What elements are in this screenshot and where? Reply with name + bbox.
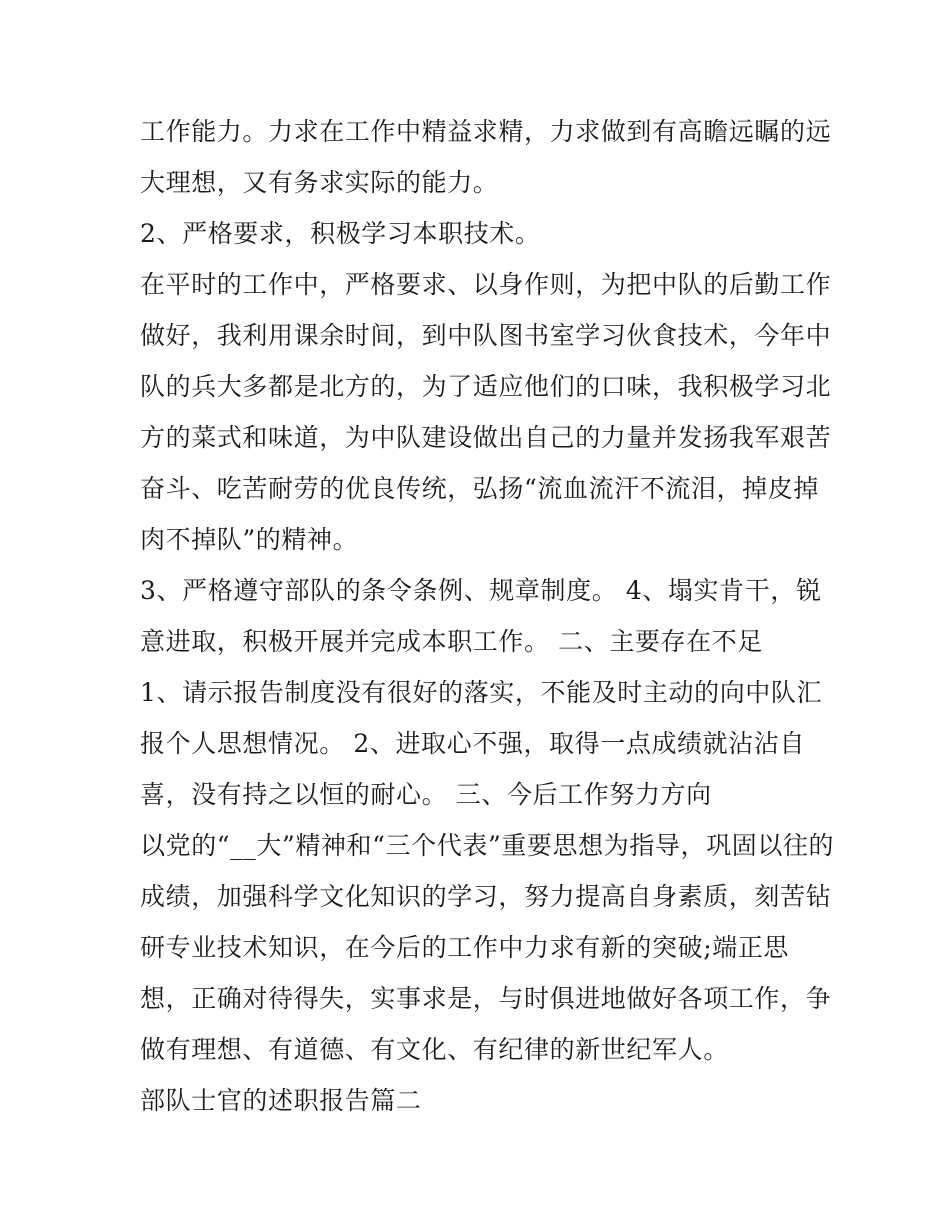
text-line: 奋斗、吃苦耐劳的优良传统，弘扬“流血流汗不流泪，掉皮掉 (140, 474, 819, 503)
text-line: 肉不掉队”的精神。 (140, 525, 359, 554)
text-line: 3、严格遵守部队的条令条例、规章制度。 4、塌实肯干，锐 (140, 576, 822, 605)
text-line: 做有理想、有道德、有文化、有纪律的新世纪军人。 (140, 1035, 729, 1064)
text-line: 1、请示报告制度没有很好的落实，不能及时主动的向中队汇 (140, 678, 823, 707)
text-line: 方的菜式和味道，为中队建设做出自己的力量并发扬我军艰苦 (140, 423, 832, 452)
text-line: 队的兵大多都是北方的，为了适应他们的口味，我积极学习北 (140, 372, 832, 401)
text-line: 研专业技术知识，在今后的工作中力求有新的突破;端正思 (140, 933, 790, 962)
text-line: 2、严格要求，积极学习本职技术。 (140, 219, 541, 248)
section-heading: 部队士官的述职报告篇二 (140, 1086, 422, 1115)
text-line: 报个人思想情况。 2、进取心不强，取得一点成绩就沾沾自 (140, 729, 806, 758)
text-line: 意进取，积极开展并完成本职工作。 二、主要存在不足 (140, 627, 763, 656)
text-line: 做好，我利用课余时间，到中队图书室学习伙食技术，今年中 (140, 321, 832, 350)
text-line: 大理想，又有务求实际的能力。 (140, 168, 499, 197)
text-line: 成绩，加强科学文化知识的学习，努力提高自身素质，刻苦钻 (140, 882, 832, 911)
text-line: 在平时的工作中，严格要求、以身作则，为把中队的后勤工作 (140, 270, 832, 299)
body-text (140, 106, 835, 1126)
text-line: 工作能力。力求在工作中精益求精，力求做到有高瞻远瞩的远 (140, 117, 832, 146)
text-line: 喜，没有持之以恒的耐心。 三、今后工作努力方向 (140, 780, 712, 809)
text-line: 想，正确对待得失，实事求是，与时俱进地做好各项工作，争 (140, 984, 832, 1013)
text-line: 以党的“__大”精神和“三个代表”重要思想为指导，巩固以往的 (140, 831, 835, 860)
